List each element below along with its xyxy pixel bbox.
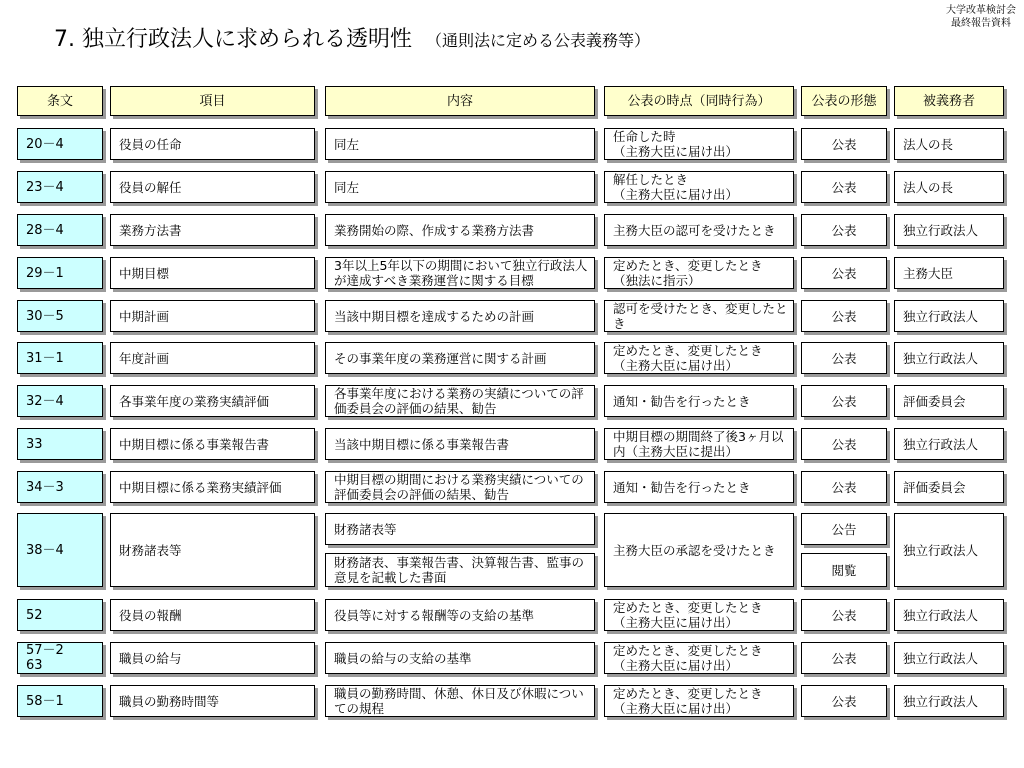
row-content-text: 各事業年度における業務の実績についての評価委員会の評価の結果、勧告: [334, 386, 584, 416]
row-obligor: [894, 171, 1004, 203]
row-timing: [604, 599, 794, 631]
row-article-text: 23－4: [26, 179, 64, 195]
row-article: [17, 300, 103, 332]
row-obligor: [894, 685, 1004, 717]
row-content: [325, 257, 595, 289]
header-item: [110, 86, 315, 116]
row-timing: [604, 385, 794, 417]
row-content: [325, 685, 595, 717]
row-item: [110, 685, 315, 717]
row-article: [17, 385, 103, 417]
row-form-text: 公表: [831, 607, 857, 623]
row-article: [17, 257, 103, 289]
row-form: [801, 685, 887, 717]
row-timing: [604, 685, 794, 717]
header-content-text: 内容: [446, 93, 473, 109]
row-item: [110, 642, 315, 674]
header-article-text: 条文: [46, 93, 73, 109]
row-article: [17, 342, 103, 374]
row-timing: [604, 214, 794, 246]
row-obligor-text: 主務大臣: [903, 265, 954, 281]
row-form: [801, 257, 887, 289]
row-item-text: 中期目標に係る事業報告書: [119, 436, 270, 452]
row-content-text: 職員の給与の支給の基準: [334, 650, 472, 666]
row-form: [801, 300, 887, 332]
row-form-text: 公表: [831, 436, 857, 452]
row-article: [17, 428, 103, 460]
row-content: [325, 599, 595, 631]
row-article: [17, 171, 103, 203]
row-obligor: [894, 214, 1004, 246]
row-article: [17, 599, 103, 631]
row-article-text: 38－4: [26, 542, 64, 558]
row-timing: [604, 128, 794, 160]
row-timing-text: 定めたとき、変更したとき （独法に指示）: [613, 258, 763, 288]
corner-line2: 最終報告資料: [951, 18, 1011, 29]
row-form: [801, 171, 887, 203]
row-item-text: 年度計画: [119, 350, 170, 366]
row-timing-text: 定めたとき、変更したとき （主務大臣に届け出）: [613, 686, 763, 716]
corner-line1: 大学改革検討会: [946, 5, 1016, 16]
row-form: [801, 128, 887, 160]
row-content: [325, 385, 595, 417]
row-form-text: 公表: [831, 650, 857, 666]
row-timing: [604, 342, 794, 374]
row-article: [17, 513, 103, 587]
row-timing: [604, 300, 794, 332]
header-form-text: 公表の形態: [811, 93, 877, 109]
row-content: [325, 553, 595, 587]
row-article: [17, 214, 103, 246]
row-article-text: 29－1: [26, 265, 64, 281]
row-obligor-text: 独立行政法人: [903, 222, 979, 238]
row-obligor: [894, 128, 1004, 160]
row-timing-text: 定めたとき、変更したとき （主務大臣に届け出）: [613, 600, 763, 630]
row-obligor-text: 独立行政法人: [903, 542, 979, 558]
row-item-text: 役員の任命: [119, 136, 182, 152]
row-obligor: [894, 300, 1004, 332]
row-form-text: 公表: [831, 479, 857, 495]
row-form: [801, 342, 887, 374]
row-obligor-text: 法人の長: [903, 179, 954, 195]
row-form: [801, 513, 887, 545]
row-item: [110, 428, 315, 460]
row-article: [17, 685, 103, 717]
row-content-text: 3年以上5年以下の期間において独立行政法人が達成すべき業務運営に関する目標: [334, 258, 588, 288]
row-obligor-text: 評価委員会: [903, 393, 966, 409]
row-item: [110, 300, 315, 332]
row-article-text: 33: [26, 436, 43, 452]
row-article-text: 30－5: [26, 308, 64, 324]
row-item-text: 職員の勤務時間等: [119, 693, 220, 709]
row-obligor-text: 独立行政法人: [903, 693, 979, 709]
row-content: [325, 128, 595, 160]
row-obligor: [894, 385, 1004, 417]
row-timing-text: 通知・勧告を行ったとき: [613, 393, 751, 409]
row-item-text: 職員の給与: [119, 650, 182, 666]
row-content-text: 役員等に対する報酬等の支給の基準: [334, 607, 535, 623]
row-content-text: 財務諸表、事業報告書、決算報告書、監事の意見を記載した書面: [334, 555, 585, 585]
row-content: [325, 642, 595, 674]
row-obligor-text: 独立行政法人: [903, 350, 979, 366]
row-content-text: 同左: [334, 136, 360, 152]
header-obligor-text: 被義務者: [922, 93, 975, 109]
row-form-text: 公告: [831, 521, 857, 537]
row-item: [110, 257, 315, 289]
row-content: [325, 300, 595, 332]
title-main: 7. 独立行政法人に求められる透明性: [54, 27, 412, 52]
row-content-text: 当該中期目標に係る事業報告書: [334, 436, 510, 452]
header-item-text: 項目: [199, 93, 226, 109]
row-item-text: 財務諸表等: [119, 542, 182, 558]
row-item: [110, 214, 315, 246]
row-timing: [604, 642, 794, 674]
row-timing-text: 中期目標の期間終了後3ヶ月以内（主務大臣に提出）: [613, 429, 784, 459]
row-item: [110, 599, 315, 631]
row-form-text: 公表: [831, 393, 857, 409]
row-item: [110, 385, 315, 417]
header-obligor: [894, 86, 1004, 116]
row-content: [325, 171, 595, 203]
row-timing: [604, 471, 794, 503]
row-form: [801, 385, 887, 417]
corner-label: [946, 4, 1016, 30]
row-obligor: [894, 513, 1004, 587]
row-item-text: 役員の報酬: [119, 607, 182, 623]
row-article: [17, 471, 103, 503]
title-subtitle: （通則法に定める公表義務等）: [426, 31, 651, 50]
row-form-text: 公表: [831, 693, 857, 709]
row-obligor-text: 評価委員会: [903, 479, 966, 495]
row-content: [325, 214, 595, 246]
row-timing-text: 解任したとき （主務大臣に届け出）: [613, 172, 739, 202]
row-obligor-text: 法人の長: [903, 136, 954, 152]
row-item-text: 中期目標に係る業務実績評価: [119, 479, 282, 495]
row-timing-text: 定めたとき、変更したとき （主務大臣に届け出）: [613, 343, 763, 373]
row-obligor-text: 独立行政法人: [903, 436, 979, 452]
row-item: [110, 342, 315, 374]
row-obligor-text: 独立行政法人: [903, 308, 979, 324]
row-content-text: 同左: [334, 179, 360, 195]
row-content-text: 財務諸表等: [334, 521, 397, 537]
row-form: [801, 214, 887, 246]
row-form-text: 公表: [831, 136, 857, 152]
header-form: [801, 86, 887, 116]
row-form-text: 公表: [831, 265, 857, 281]
row-form: [801, 599, 887, 631]
row-obligor: [894, 342, 1004, 374]
row-content-text: 中期目標の期間における業務実績についての評価委員会の評価の結果、勧告: [334, 472, 584, 502]
row-content-text: 当該中期目標を達成するための計画: [334, 308, 535, 324]
row-timing-text: 通知・勧告を行ったとき: [613, 479, 751, 495]
row-form-text: 公表: [831, 222, 857, 238]
row-timing-text: 定めたとき、変更したとき （主務大臣に届け出）: [613, 643, 763, 673]
row-timing-text: 認可を受けたとき、変更したとき: [613, 301, 788, 331]
row-timing: [604, 513, 794, 587]
header-timing: [604, 86, 794, 116]
row-form-text: 公表: [831, 179, 857, 195]
row-item: [110, 128, 315, 160]
row-timing: [604, 257, 794, 289]
row-article-text: 57－2 63: [26, 643, 64, 673]
row-item: [110, 513, 315, 587]
row-item-text: 業務方法書: [119, 222, 182, 238]
row-obligor: [894, 428, 1004, 460]
row-content: [325, 428, 595, 460]
row-content-text: 業務開始の際、作成する業務方法書: [334, 222, 535, 238]
row-obligor: [894, 642, 1004, 674]
row-form-text: 公表: [831, 308, 857, 324]
row-item: [110, 471, 315, 503]
row-content-text: その事業年度の業務運営に関する計画: [334, 350, 547, 366]
row-form-text: 閲覧: [831, 562, 857, 578]
row-content: [325, 513, 595, 545]
row-item-text: 役員の解任: [119, 179, 182, 195]
row-timing-text: 主務大臣の認可を受けたとき: [613, 222, 776, 238]
row-article-text: 20－4: [26, 136, 64, 152]
row-article-text: 52: [26, 607, 43, 623]
row-form: [801, 428, 887, 460]
row-item-text: 中期計画: [119, 308, 170, 324]
header-content: [325, 86, 595, 116]
row-item-text: 中期目標: [119, 265, 170, 281]
row-article-text: 34－3: [26, 479, 64, 495]
row-obligor-text: 独立行政法人: [903, 650, 979, 666]
row-article-text: 28－4: [26, 222, 64, 238]
row-content: [325, 471, 595, 503]
row-obligor: [894, 599, 1004, 631]
row-form-text: 公表: [831, 350, 857, 366]
row-content-text: 職員の勤務時間、休憩、休日及び休暇についての規程: [334, 686, 584, 716]
row-timing: [604, 171, 794, 203]
row-article-text: 32－4: [26, 393, 64, 409]
row-obligor-text: 独立行政法人: [903, 607, 979, 623]
row-timing: [604, 428, 794, 460]
row-obligor: [894, 471, 1004, 503]
row-article: [17, 128, 103, 160]
row-obligor: [894, 257, 1004, 289]
row-article: [17, 642, 103, 674]
row-article-text: 58－1: [26, 693, 64, 709]
row-form: [801, 642, 887, 674]
row-timing-text: 主務大臣の承認を受けたとき: [613, 542, 776, 558]
row-article-text: 31－1: [26, 350, 64, 366]
row-item: [110, 171, 315, 203]
row-form: [801, 471, 887, 503]
row-content: [325, 342, 595, 374]
header-article: [17, 86, 103, 116]
row-timing-text: 任命した時 （主務大臣に届け出）: [613, 129, 739, 159]
page-title: [54, 22, 650, 53]
header-timing-text: 公表の時点（同時行為）: [627, 93, 771, 109]
row-form: [801, 553, 887, 587]
row-item-text: 各事業年度の業務実績評価: [119, 393, 270, 409]
